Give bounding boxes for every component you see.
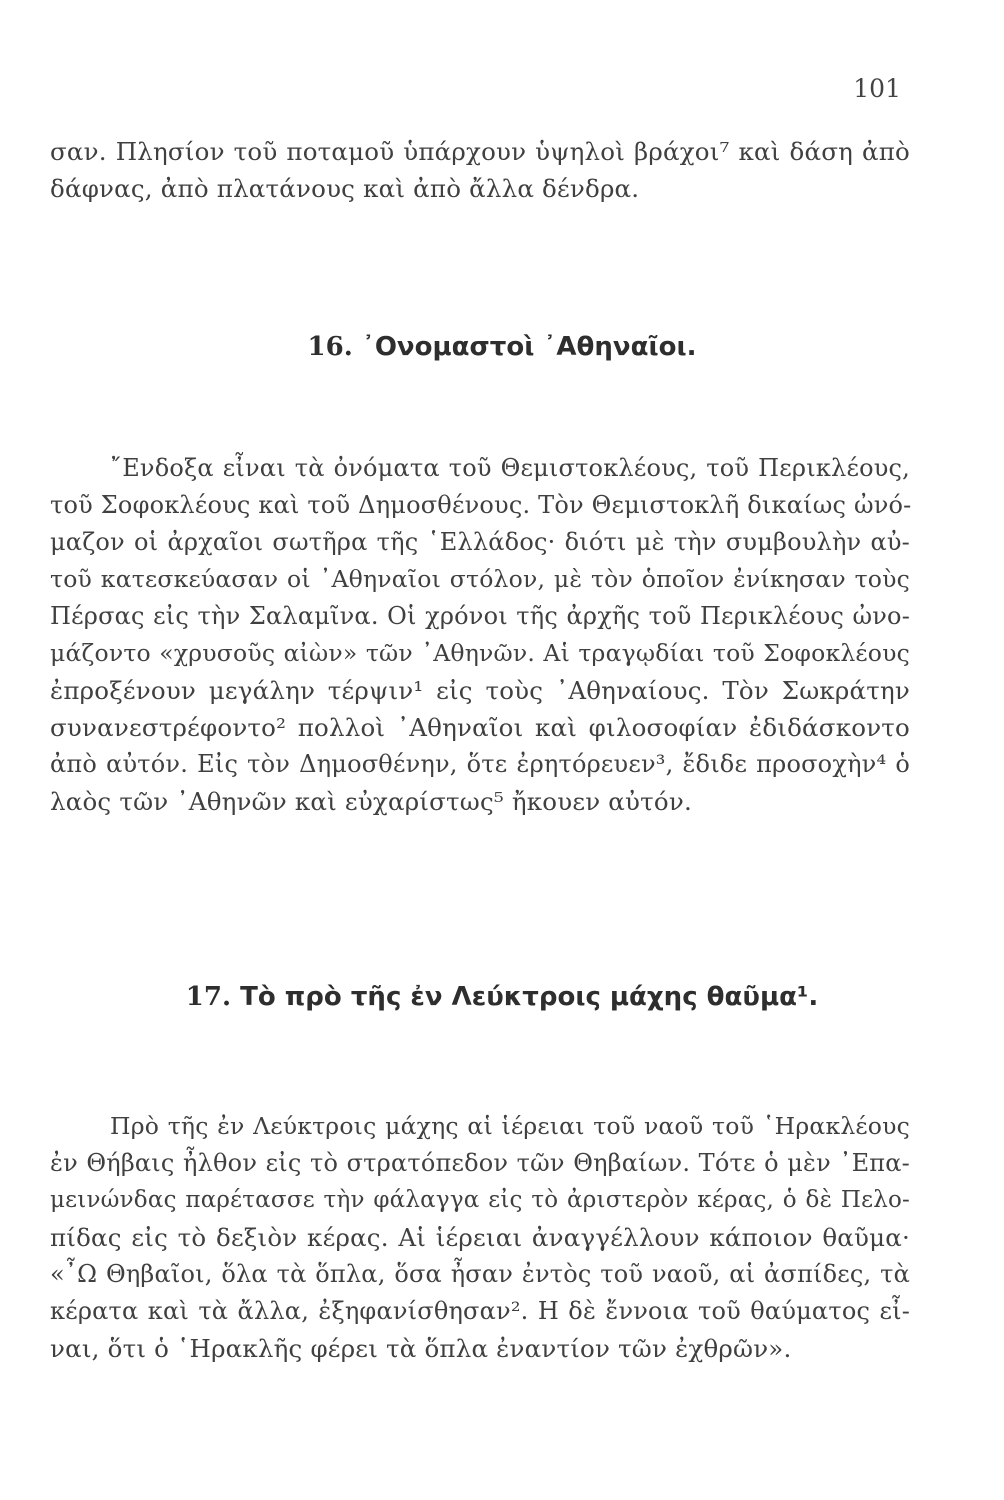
section-16-paragraph [50, 450, 910, 820]
text-line: ἐν Θήβαις ἦλθον εἰς τὸ στρατόπεδον τῶν Θηβαίων. Τότε ὁ μὲν ᾿Επα- [50, 1149, 910, 1177]
section-17-heading [0, 982, 1004, 1012]
section-title: Τὸ πρὸ τῆς ἐν Λεύκτροις μάχης θαῦμα¹. [240, 982, 819, 1012]
section-number: 17. [185, 982, 232, 1012]
text-line: μεινώνδας παρέτασσε τὴν φάλαγγα εἰς τὸ ἀριστερὸν κέρας, ὁ δὲ Πελο- [50, 1187, 910, 1213]
text-line: τοῦ κατεσκεύασαν οἱ ᾿Αθηναῖοι στόλον, μὲ τὸν ὁποῖον ἐνίκησαν τοὺς [50, 565, 910, 593]
text-line: Πρὸ τῆς ἐν Λεύκτροις μάχης αἱ ἱέρειαι τοῦ ναοῦ τοῦ ῾Ηρακλέους [110, 1112, 910, 1140]
text-line: σαν. Πλησίον τοῦ ποταμοῦ ὑπάρχουν ὑψηλοὶ βράχοι⁷ καὶ δάση ἀπὸ [50, 137, 910, 166]
text-line: ἀπὸ αὐτόν. Εἰς τὸν Δημοσθένην, ὅτε ἐρητόρευεν³, ἔδιδε προσοχὴν⁴ ὁ [50, 750, 910, 778]
text-line: ναι, ὅτι ὁ ῾Ηρακλῆς φέρει τὰ ὅπλα ἐναντίον τῶν ἐχθρῶν». [50, 1334, 792, 1363]
text-line: δάφνας, ἀπὸ πλατάνους καὶ ἀπὸ ἄλλα δένδρα. [50, 174, 640, 203]
section-title: ᾿Ονομαστοὶ ᾿Αθηναῖοι. [361, 332, 697, 362]
text-line: τοῦ Σοφοκλέους καὶ τοῦ Δημοσθένους. Τὸν Θεμιστοκλῆ δικαίως ὠνό- [50, 491, 912, 519]
text-line: πίδας εἰς τὸ δεξιὸν κέρας. Αἱ ἱέρειαι ἀναγγέλλουν κάποιον θαῦμα· [50, 1223, 910, 1252]
text-line: ῎Ενδοξα εἶναι τὰ ὀνόματα τοῦ Θεμιστοκλέους, τοῦ Περικλέους, [110, 454, 910, 482]
text-line: Πέρσας εἰς τὴν Σαλαμῖνα. Οἱ χρόνοι τῆς ἀρχῆς τοῦ Περικλέους ὠνο- [50, 602, 910, 630]
text-line: μαζον οἱ ἀρχαῖοι σωτῆρα τῆς ῾Ελλάδος· διότι μὲ τὴν συμβουλὴν αὐ- [50, 528, 910, 556]
intro-paragraph [50, 133, 910, 207]
section-number: 16. [307, 332, 353, 362]
section-16-heading [0, 332, 1004, 362]
text-line: λαὸς τῶν ᾿Αθηνῶν καὶ εὐχαρίστως⁵ ἤκουεν αὐτόν. [50, 787, 692, 816]
section-17-paragraph [50, 1108, 910, 1367]
text-line: ἐπροξένουν μεγάλην τέρψιν¹ εἰς τοὺς ᾿Αθηναίους. Τὸν Σωκράτην [50, 676, 910, 705]
text-line: μάζοντο «χρυσοῦς αἰὼν» τῶν ᾿Αθηνῶν. Αἱ τραγῳδίαι τοῦ Σοφοκλέους [50, 639, 910, 667]
text-line: «῏Ω Θηβαῖοι, ὅλα τὰ ὅπλα, ὅσα ἦσαν ἐντὸς τοῦ ναοῦ, αἱ ἀσπίδες, τὰ [50, 1260, 910, 1288]
text-line: κέρατα καὶ τὰ ἄλλα, ἐξηφανίσθησαν². Η δὲ ἔννοια τοῦ θαύματος εἶ- [50, 1297, 910, 1325]
page-number: 101 [853, 74, 901, 103]
text-line: συνανεστρέφοντο² πολλοὶ ᾿Αθηναῖοι καὶ φιλοσοφίαν ἐδιδάσκοντο [50, 713, 910, 742]
